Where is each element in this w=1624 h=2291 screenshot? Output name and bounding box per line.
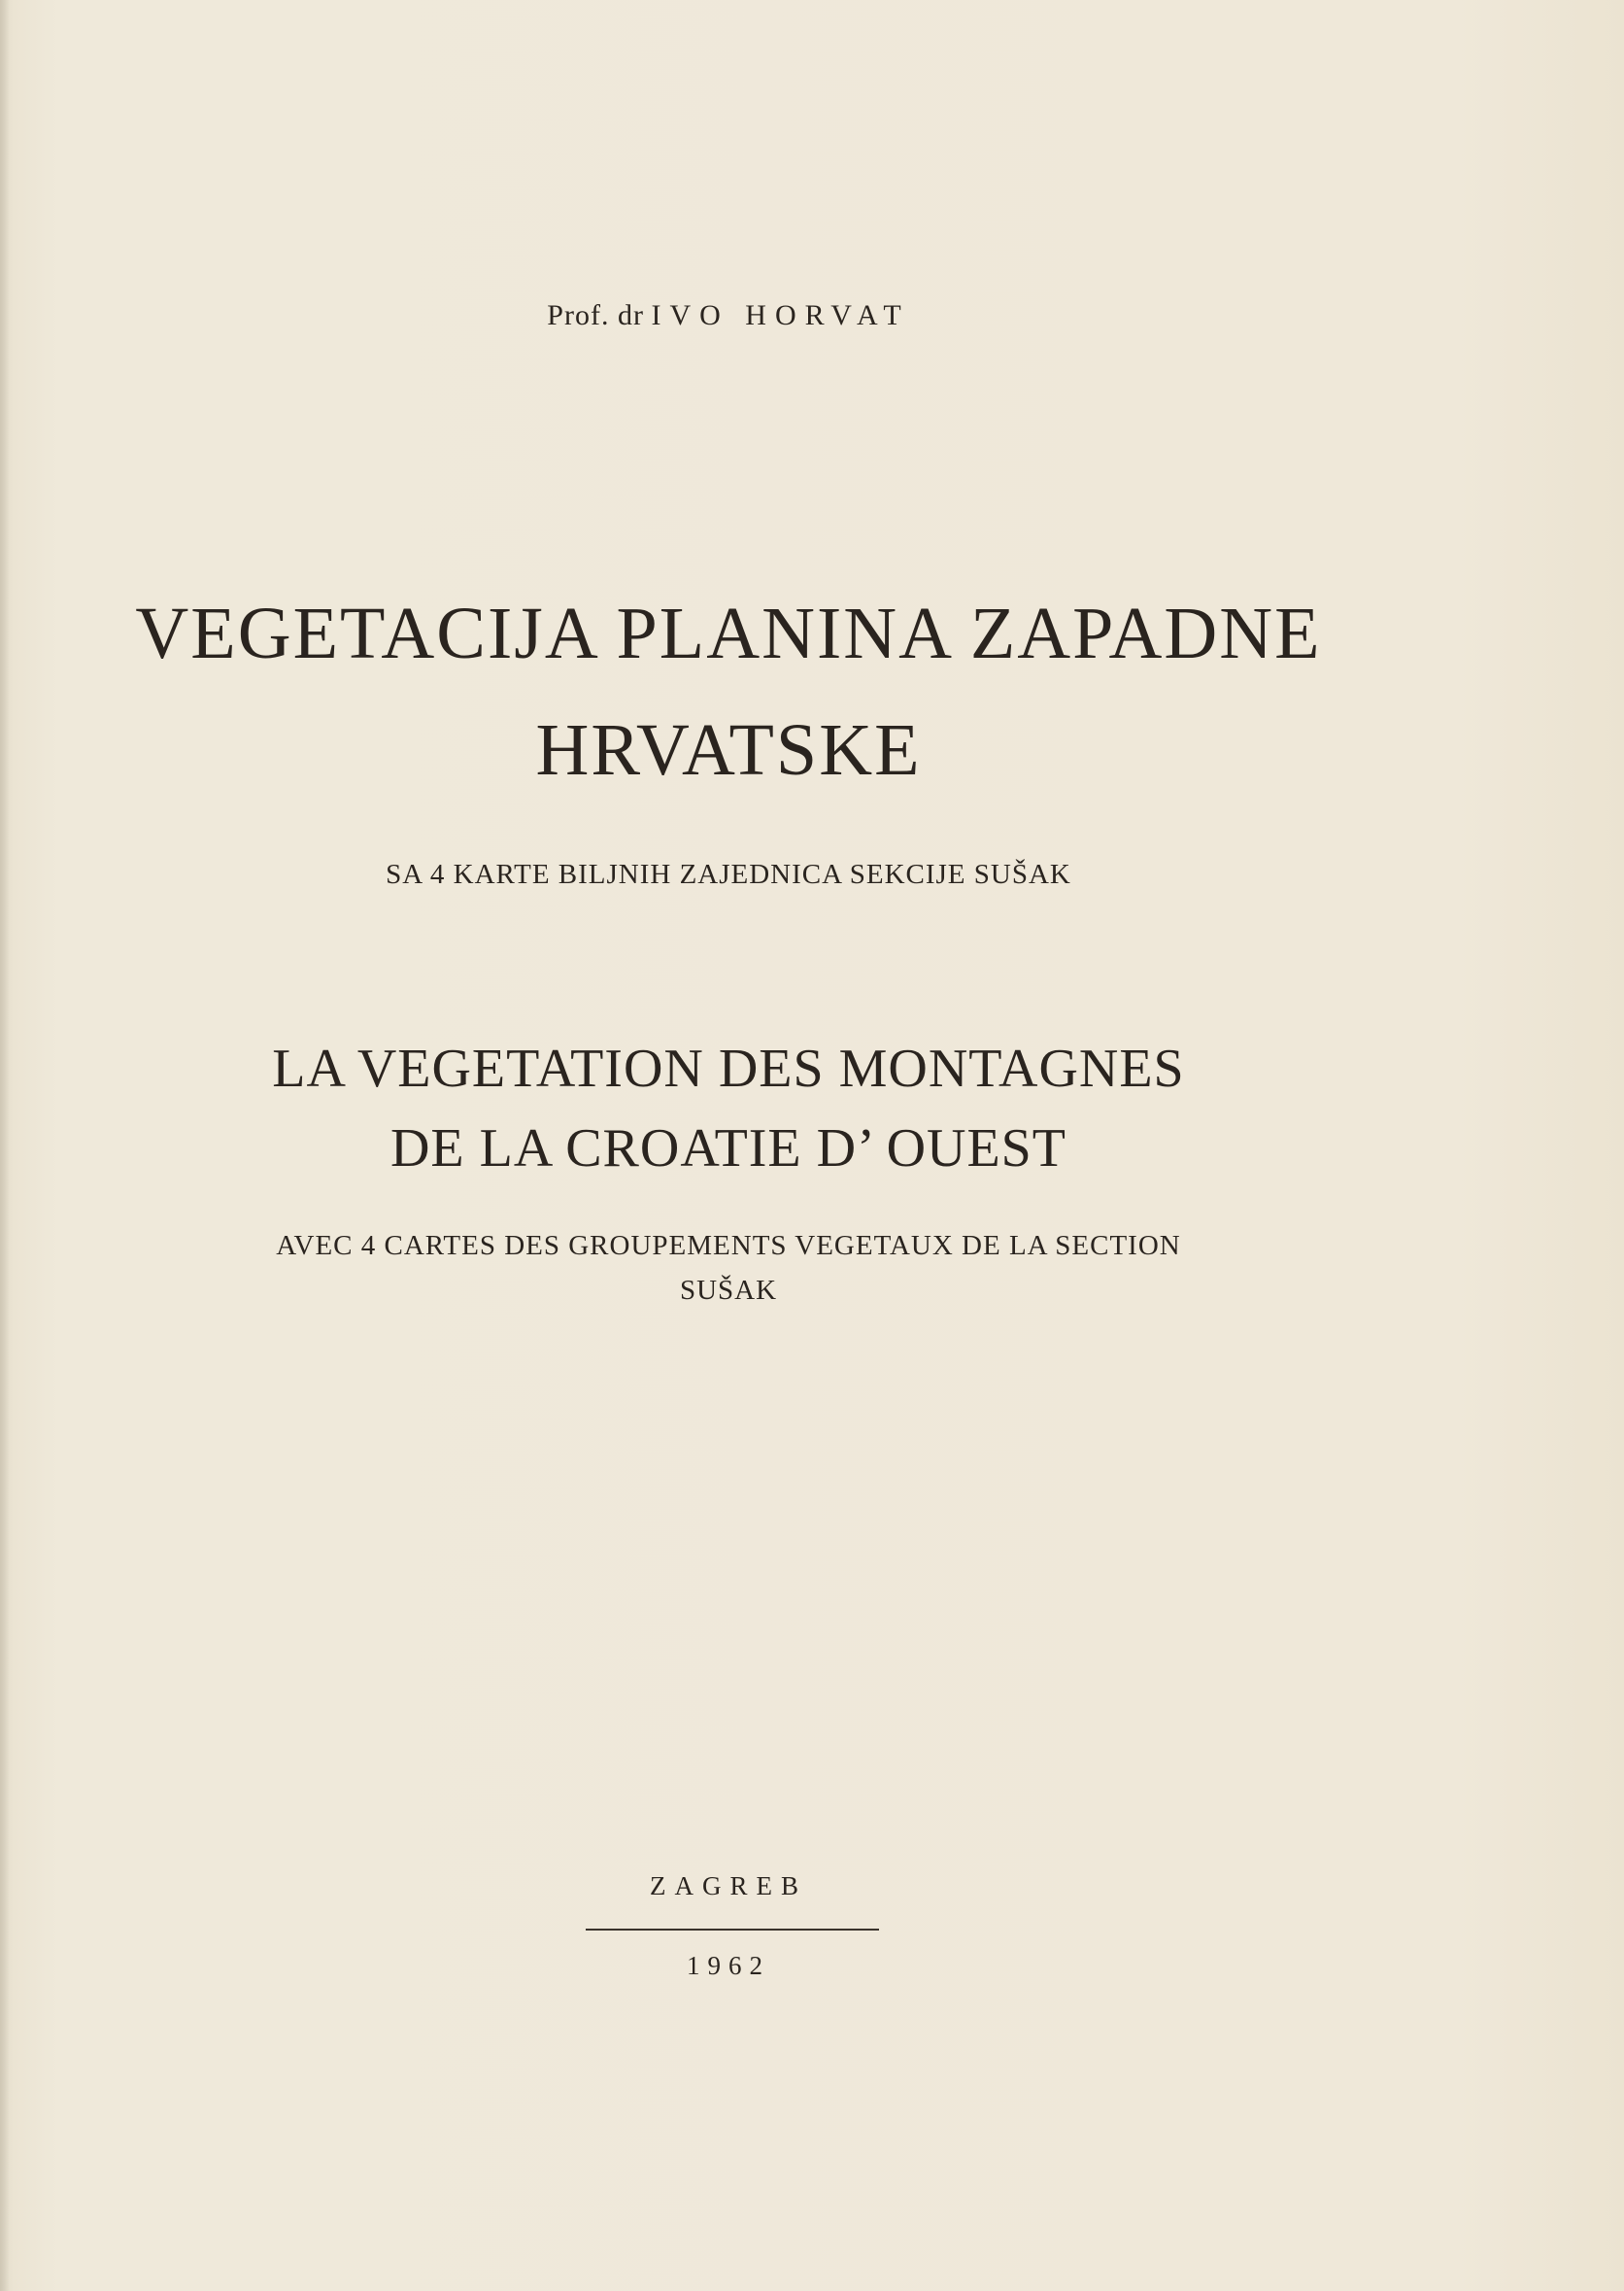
imprint-year: 1962 — [687, 1951, 770, 1980]
author-prefix: Prof. dr — [547, 299, 644, 331]
imprint-divider — [586, 1929, 879, 1931]
title-french-line-1: LA VEGETATION DES MONTAGNES — [272, 1039, 1185, 1099]
subtitle-french-line-1: AVEC 4 CARTES DES GROUPEMENTS VEGETAUX DE LA SECTION — [276, 1230, 1181, 1261]
title-french-line-2: DE LA CROATIE D’ OUEST — [389, 1118, 1067, 1179]
title-croatian-line-2: HRVATSKE — [535, 709, 922, 791]
subtitle-croatian: SA 4 KARTE BILJNIH ZAJEDNICA SEKCIJE SUŠAK — [386, 859, 1071, 890]
imprint-place: ZAGREB — [650, 1871, 807, 1900]
author-line — [0, 299, 1457, 332]
author-name: IVO HORVAT — [651, 299, 910, 331]
title-croatian-line-1: VEGETACIJA PLANINA ZAPADNE — [135, 593, 1322, 674]
subtitle-french-line-2: SUŠAK — [679, 1275, 778, 1306]
